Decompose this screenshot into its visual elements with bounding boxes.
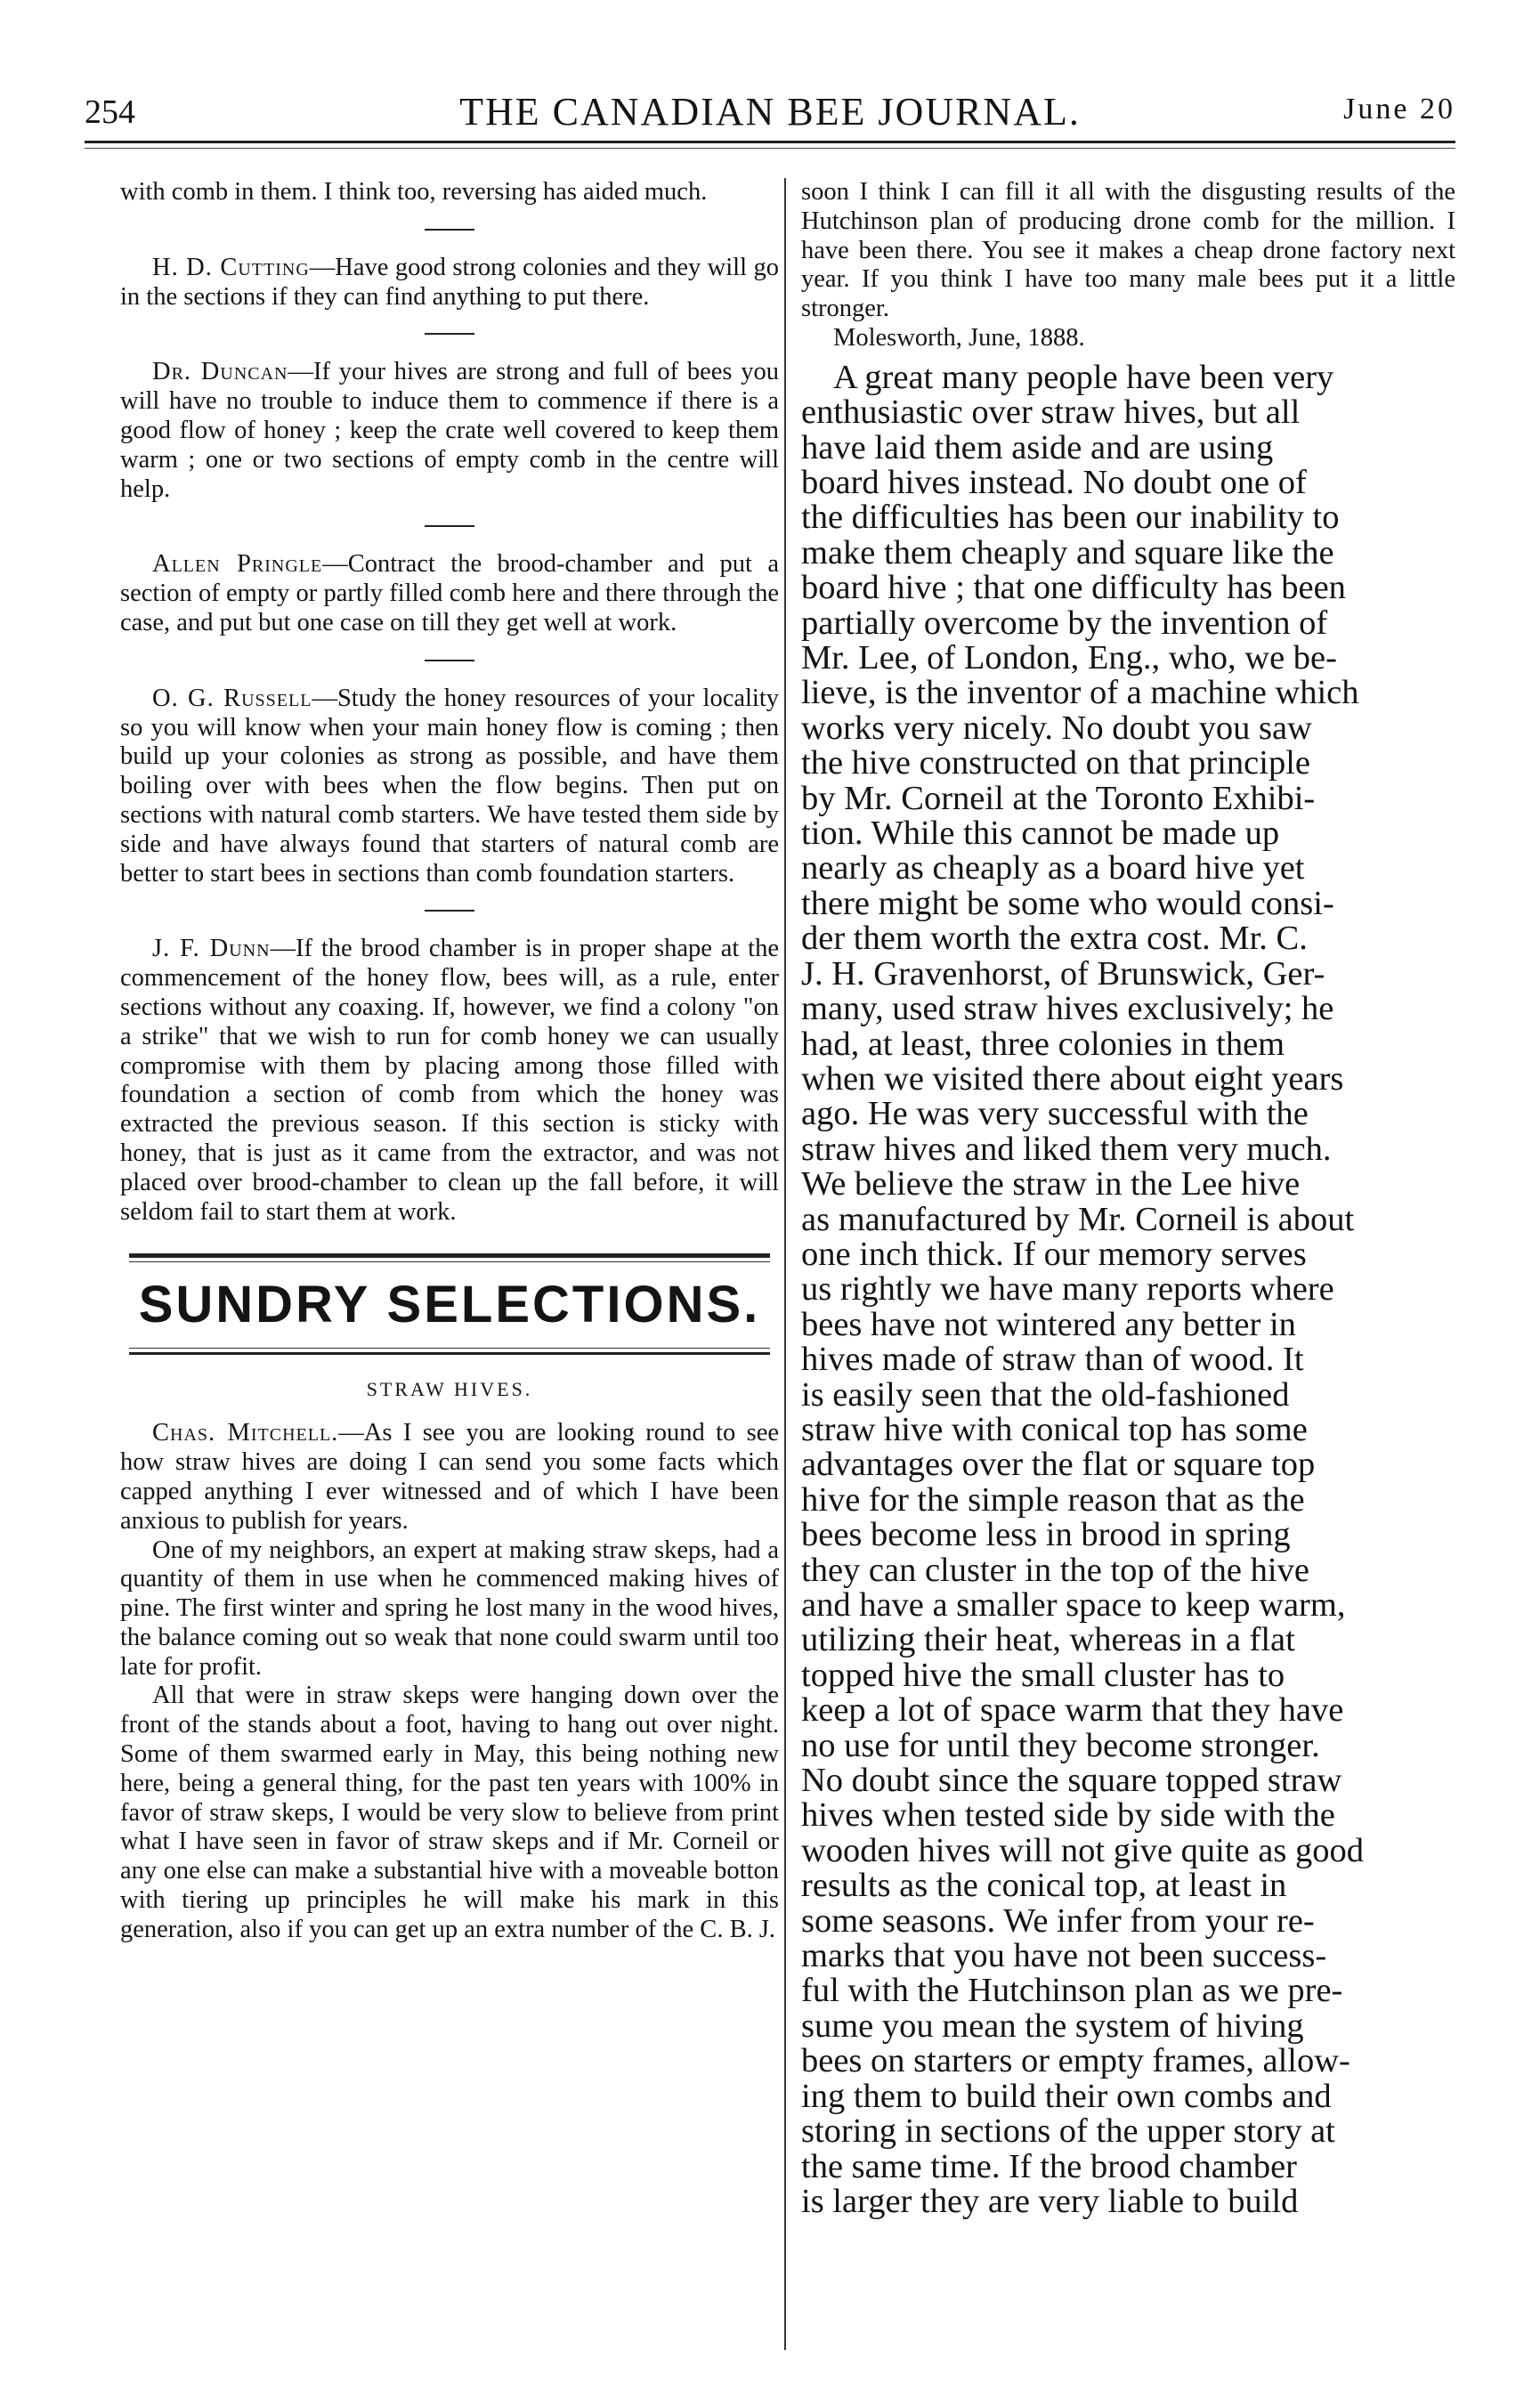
editorial-line: ful with the Hutchinson plan as we pre- (801, 1972, 1343, 2010)
subsection-title: STRAW HIVES. (366, 1378, 533, 1401)
editorial-line: board hives instead. No doubt one of (801, 464, 1307, 501)
editorial-line: bees have not wintered any better in (801, 1305, 1296, 1343)
editorial-line: partially overcome by the invention of (801, 604, 1328, 642)
separator (425, 660, 474, 661)
editorial-line: ago. He was very successful with the (801, 1095, 1309, 1133)
left-column (120, 178, 779, 1945)
editorial-line: the difficulties has been our inability to (801, 498, 1340, 537)
editorial-line: keep a lot of space warm that they have (801, 1691, 1344, 1730)
answer-duncan (120, 358, 779, 504)
contributor-name: J. F. Dunn (152, 935, 271, 963)
answer-russell (120, 685, 779, 889)
editorial-line: as manufactured by Mr. Corneil is about (801, 1200, 1355, 1238)
answer-text: —Have good strong colonies and they will go in the sections if they can find anything to put there. (120, 253, 779, 311)
editorial-line: hive for the simple reason that as the (801, 1480, 1305, 1519)
editorial-line: make them cheaply and square like the (801, 533, 1334, 571)
answer-cutting (120, 254, 779, 312)
separator (425, 229, 474, 231)
answer-text: —Contract the brood-chamber and put a section of empty or partly filled comb here and there through the case, and put but one case on till they get well at work. (120, 550, 779, 636)
journal-title: THE CANADIAN BEE JOURNAL. (459, 90, 1081, 134)
editorial-line: when we visited there about eight years (801, 1059, 1344, 1098)
editorial-line: many, used straw hives exclusively; he (801, 990, 1334, 1028)
contributor-name: H. D. Cutting (152, 253, 310, 281)
editorial-line: had, at least, three colonies in them (801, 1025, 1285, 1063)
editorial-line: straw hives and liked them very much. (801, 1130, 1332, 1168)
editorial-line: hives when tested side by side with the (801, 1796, 1335, 1835)
editorial-line: der them worth the extra cost. Mr. C. (801, 920, 1308, 958)
editorial-line: topped hive the small cluster has to (801, 1656, 1285, 1694)
editorial-line: some seasons. We infer from your re- (801, 1901, 1315, 1940)
contributor-name: Allen Pringle (152, 550, 323, 579)
editorial-line: the hive constructed on that principle (801, 744, 1310, 782)
editorial-line: enthusiastic over straw hives, but all (801, 393, 1301, 432)
editorial-line: A great many people have been very (833, 358, 1334, 396)
letter-signoff: Molesworth, June, 1888. (833, 323, 1085, 352)
editorial-line: ing them to build their own combs and (801, 2077, 1332, 2115)
editorial-line: have laid them aside and are using (801, 428, 1274, 466)
page-number: 254 (85, 93, 135, 131)
letter-text: —As I see you are looking round to see how straw hives are doing I can send you some facts which capped anything I ever witnessed and of which I have been anxious to publish for years. (120, 1419, 779, 1535)
section-rule-top (129, 1253, 770, 1258)
header-rule-thin (85, 148, 1455, 149)
contributor-name: O. G. Russell (152, 684, 312, 712)
editorial-line: straw hive with conical top has some (801, 1410, 1308, 1448)
editorial-line: storing in sections of the upper story at (801, 2112, 1335, 2151)
editorial-line: No doubt since the square topped straw (801, 1762, 1342, 1800)
editorial-line: results as the conical top, at least in (801, 1867, 1287, 1905)
editorial-line: the same time. If the brood chamber (801, 2147, 1297, 2185)
editorial-line: nearly as cheaply as a board hive yet (801, 849, 1305, 888)
separator (425, 910, 474, 912)
paragraph-continued: with comb in them. I think too, reversing has aided much. (120, 178, 708, 206)
column-divider (784, 178, 786, 2350)
letter-paragraph: One of my neighbors, an expert at making straw skeps, had a quantity of them in use when he commenced making hives of pine. The first winter and spring he lost many in the wood hives, the balance coming out so weak that none could swarm until too late for profit. (120, 1536, 779, 1681)
editorial-line: sume you mean the system of hiving (801, 2006, 1304, 2045)
issue-date: June 20 (1343, 93, 1455, 126)
editorial-line: one inch thick. If our memory serves (801, 1235, 1307, 1273)
page-header (85, 82, 1455, 135)
editorial-line: there might be some who would consi- (801, 884, 1334, 922)
editorial-line: lieve, is the inventor of a machine which (801, 674, 1359, 712)
answer-text: —Study the honey resources of your locality so you will know when your main honey flow is coming ; then build up your colonies as strong as possible, and have them boiling over with bees when the flow begins. Then put on sections with natural comb starters. We have tested them side by side and have always found that starters of natural comb are better to start bees in sections than comb foundation starters. (120, 684, 779, 888)
editorial-line: J. H. Gravenhorst, of Brunswick, Ger- (801, 954, 1325, 993)
section-title: SUNDRY SELECTIONS. (138, 1276, 761, 1334)
editorial-line: bees become less in brood in spring (801, 1516, 1291, 1554)
answer-pringle (120, 550, 779, 637)
editorial-line: tion. While this cannot be made up (801, 815, 1280, 853)
answer-text: —If the brood chamber is in proper shape at the commencement of the honey flow, bees will, as a rule, enter sections without any coaxing. If, however, we find a colony "on a strike" that we wish to run for comb honey we can usually compromise with them by placing among those filled with foundation a section of comb from which the honey was extracted the previous season. If this section is sticky with honey, that is just as it came from the extractor, and was not placed over brood-chamber to clean up the fall before, it will seldom fail to start them at work. (120, 935, 780, 1226)
editorial-reply (801, 358, 1455, 2220)
letter-continued: soon I think I can fill it all with the disgusting results of the Hutchinson plan of producing drone comb for the million. I have been there. You see it makes a cheap drone factory next year. If you think I have too many male bees put it a little stronger. (801, 178, 1455, 323)
editorial-line: wooden hives will not give quite as good (801, 1831, 1364, 1869)
right-column (801, 178, 1455, 2219)
contributor-name: Chas. Mitchell. (152, 1419, 339, 1447)
editorial-line: no use for until they become stronger. (801, 1726, 1320, 1764)
letter-mitchell (120, 1419, 779, 1536)
contributor-name: Dr. Duncan (152, 358, 288, 386)
editorial-line: by Mr. Corneil at the Toronto Exhibi- (801, 779, 1316, 817)
separator (425, 525, 474, 527)
answer-dunn (120, 935, 779, 1227)
header-rule (85, 141, 1455, 143)
section-rule-bottom (129, 1352, 770, 1355)
editorial-line: and have a smaller space to keep warm, (801, 1586, 1346, 1624)
editorial-line: utilizing their heat, whereas in a flat (801, 1621, 1295, 1659)
answer-text: —If your hives are strong and full of bees you will have no trouble to induce them to commence if there is a good flow of honey ; keep the crate well covered to keep them warm ; one or two sections of empty comb in the centre will help. (120, 358, 780, 503)
editorial-line: board hive ; that one difficulty has been (801, 569, 1346, 607)
editorial-line: advantages over the flat or square top (801, 1446, 1316, 1484)
editorial-line: works very nicely. No doubt you saw (801, 709, 1312, 747)
editorial-line: is larger they are very liable to build (801, 2182, 1299, 2220)
editorial-line: marks that you have not been success- (801, 1937, 1327, 1975)
editorial-line: they can cluster in the top of the hive (801, 1551, 1309, 1589)
editorial-line: Mr. Lee, of London, Eng., who, we be- (801, 639, 1337, 677)
editorial-line: us rightly we have many reports where (801, 1270, 1334, 1309)
separator (425, 333, 474, 335)
editorial-line: bees on starters or empty frames, allow- (801, 2042, 1350, 2080)
section-rule-bottom-thin (129, 1348, 770, 1349)
letter-paragraph: All that were in straw skeps were hanging down over the front of the stands about a foot, having to hang out over night. Some of them swarmed early in May, this being nothing new here, being a general thing, for the past ten years with 100% in favor of straw skeps, I would be very slow to believe from print what I have seen in favor of straw skeps and if Mr. Corneil or any one else can make a substantial hive with a moveable botton with tiering up principles he will make his mark in this generation, also if you can get up an extra number of the C. B. J. (120, 1682, 779, 1943)
editorial-line: We believe the straw in the Lee hive (801, 1165, 1301, 1204)
editorial-line: is easily seen that the old-fashioned (801, 1375, 1290, 1414)
editorial-line: hives made of straw than of wood. It (801, 1341, 1304, 1379)
